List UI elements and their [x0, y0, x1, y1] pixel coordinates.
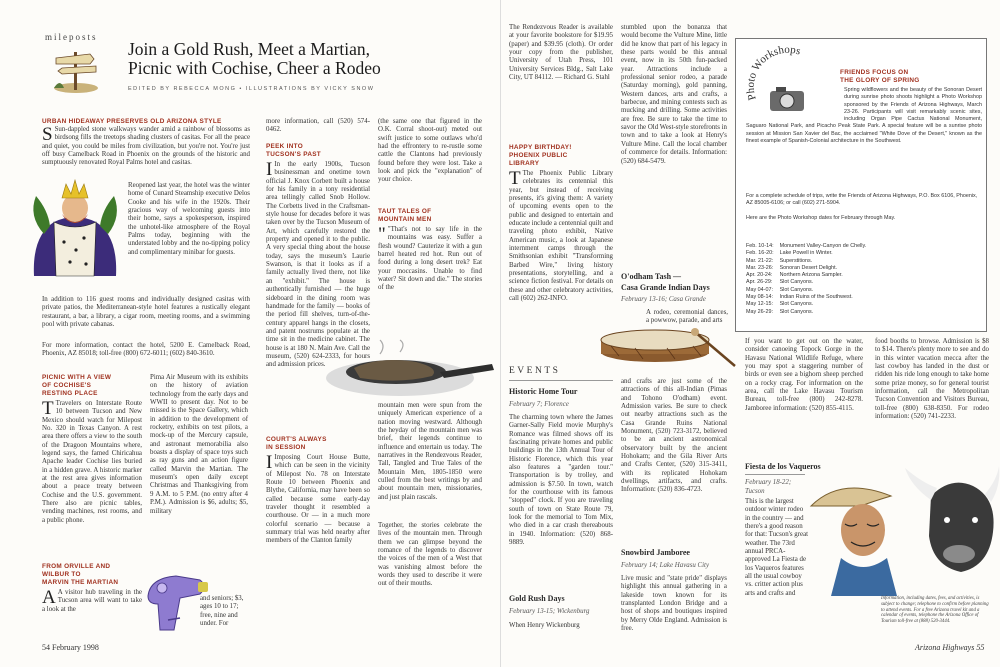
- snowbird-continued: [745, 338, 863, 462]
- article-text-mountain-men-3: [378, 522, 482, 624]
- paragraph: and crafts are just some of the attractions of this all-Indian (Pimas and Tohono O'odham) event. Admission varies. Be sure to check out nearby attractions such as the Casa Grande Ruins National Monument, (520) 723-3172, believed to be an ancient astronomical observatory built by the ancient Hohokam; and the Gila River Arts and Crafts Center, (520) 315-3411, with its replicated Hohokam dwellings, artifacts, and crafts. Information: (520) 836-4723.: [621, 378, 727, 494]
- schedule-date: Apr. 26-29:: [746, 279, 773, 286]
- cowboy-and-bull-illustration: [801, 466, 1001, 596]
- schedule-trip: Lake Powell in Winter.: [779, 250, 833, 257]
- workshops-headline: [840, 69, 980, 85]
- event-title-a: O'odham Tash —: [621, 272, 682, 281]
- headline-line: PHOENIX PUBLIC: [509, 152, 568, 159]
- schedule-trip: Superstitions.: [779, 257, 813, 264]
- event-date: February 14; Lake Havasu City: [621, 562, 710, 569]
- schedule-trip: Slot Canyons.: [779, 286, 814, 293]
- headline-line: MARVIN THE MARTIAN: [42, 579, 119, 586]
- right-page: [500, 0, 1000, 667]
- headline-line: THE GLORY OF SPRING: [840, 77, 920, 84]
- schedule-date: Apr. 20-24:: [746, 272, 773, 279]
- milepost-sign-illustration: [50, 44, 102, 94]
- paragraph: A visitor hub traveling in the Tucson area will want to take a look at the: [42, 589, 142, 613]
- headline-line: HAPPY BIRTHDAY!: [509, 144, 572, 151]
- headline-line: FROM ORVILLE AND: [42, 563, 111, 570]
- events-rule: [509, 380, 613, 381]
- paragraph: In addition to 116 guest rooms and individually designed casitas with private patios, the Mediterranean-style hotel features a rustically elegant restaurant, a bar, a library, a cigar room, meeting rooms, and a swimming pool with private cabanas.: [42, 296, 250, 329]
- page-folio-left: 54 February 1998: [42, 643, 99, 652]
- event-body: [745, 498, 809, 634]
- frying-pan-illustration: [320, 338, 500, 400]
- event-date: February 7; Florence: [509, 401, 569, 408]
- paragraph: Together, the stories celebrate the lives of the mountain men. Through them we can glimpse beyond the romance of the legends to discover the voices of the men of a West that was vanishing almost before the words they used to describe it were out of their mouths.: [378, 522, 482, 588]
- left-page: [0, 0, 500, 667]
- badge-text: Ph to Workshops: [746, 45, 802, 102]
- event-date: February 13-16; Casa Grande: [621, 296, 706, 303]
- article-text: S Sun-dappled stone walkways wander amid a rainbow of blossoms as birdsong fills the treetops shading clusters of casitas. For all the peace and quiet, you could be miles from civilization, but you're not. You're just off busy Camelback Road in Phoenix on the grounds of the historic and sumptuously renovated Royal Palms hotel and casitas.: [42, 124, 250, 167]
- folio-text: Arizona Highways 55: [915, 643, 985, 652]
- schedule-date: May 26-29:: [746, 308, 773, 315]
- schedule-row: [746, 258, 872, 265]
- headline-line: MOUNTAIN MEN: [378, 216, 432, 223]
- headline-tucson-past: [266, 143, 370, 159]
- paragraph: (the same one that figured in the O.K. Corral shoot-out) meted out swift justice to some outlaws who'd had the effrontery to re-rustle some cattle the Clantons had previously found before they were lost. Take a look and pick the "explanation" of your choice.: [378, 118, 482, 184]
- schedule-date: Feb. 16-20:: [746, 250, 774, 257]
- paragraph: and seniors; $3, ages 10 to 17; free, nine and under. For: [200, 595, 244, 628]
- headline-line: WILBUR TO: [42, 571, 81, 578]
- schedule-date: Mar. 23-26:: [746, 264, 774, 271]
- event-title: Snowbird Jamboree: [621, 548, 690, 557]
- event-body: [509, 622, 613, 634]
- schedule-row: [746, 309, 872, 316]
- schedule-trip: Slot Canyons.: [779, 301, 814, 308]
- title-line-2: Picnic with Cochise, Cheer a Rodeo: [128, 58, 381, 78]
- event-title-b: Casa Grande Indian Days: [621, 283, 710, 292]
- paragraph: Live music and "state pride" displays highlight this annual gathering in a lakeside town known for its transplanted London Bridge and a host of shops and boutiques inspired by Merry Olde England. Admission is free.: [621, 575, 727, 633]
- events-disclaimer-caption: Information, including dates, fees, and activities, is subject to change; telephone to confirm before planning to attend events. For a free Arizona travel kit and a calendar of events, telephone the Arizona Office of Tourism toll-free at (888) 520-3444.: [881, 596, 989, 625]
- schedule-date: May 08-14:: [746, 294, 773, 301]
- gold-rush-continued: [621, 24, 727, 272]
- title-line-1: Join a Gold Rush, Meet a Martian,: [128, 39, 371, 59]
- schedule-row: [746, 301, 872, 308]
- headline-mountain-men: [378, 208, 482, 224]
- schedule-trip: Slot Canyons.: [779, 279, 814, 286]
- paragraph: For more information, contact the hotel, 5200 E. Camelback Road, Phoenix, AZ 85018; toll-free (800) 672-6011; (602) 840-3610.: [42, 342, 250, 358]
- article-text-tucson: I In the early 1900s, Tucson businessman and onetime town official J. Knox Corbett built a house for his family in a tony residential area tellingly called Snob Hollow. The Corbetts lived in the Craftsman-style house for decades before it was taken over by the Tucson Museum of Art, which carefully restored the property and opened it to the public. A very special thing about the house today, says the museum's Laurie Swanson, is that it looks as if a family actually lived there, not like an "exhibit." The house is authentically furnished — the huge sideboard in the dining room was handmade for the family — books of the period fill shelves, turn-of-the-century apparel hangs in the closets, and patent nostrums populate at the time sit in the medicine cabinet. The house is at 180 N. Main Ave. Call the museum, (520) 624-2333, for hours and admission prices.: [266, 159, 370, 369]
- workshops-body: [746, 87, 982, 191]
- schedule-date: May 04-07:: [746, 286, 773, 293]
- paragraph: food booths to browse. Admission is $8 to $14. There's plenty more to see and do in this winter vacation mecca after the last cowboy has landed in the dust or ridden his ride long enough to take home some prize money, so for general tourist information, call the Metropolitan Tucson Convention and Visitors Bureau, toll-free (800) 638-8350. For rodeo information: (520) 741-2233.: [875, 338, 989, 421]
- page-title: [128, 40, 458, 78]
- event-rule: [745, 474, 805, 475]
- event-body: [621, 575, 727, 633]
- headline-orville: [42, 563, 142, 587]
- schedule-trip: Monument Valley-Canyon de Chelly.: [779, 243, 867, 249]
- event-body-continued: [621, 378, 727, 558]
- headline-line: COURT'S ALWAYS: [266, 436, 327, 443]
- column-2-tail: [200, 595, 248, 628]
- schedule-trip: Northern Arizona Sampler.: [779, 272, 843, 279]
- schedule-date: May 12-15:: [746, 301, 773, 308]
- schedule-row: [746, 279, 872, 286]
- headline-line: PICNIC WITH A VIEW: [42, 374, 112, 381]
- article-text-orville: A A visitor hub traveling in the Tucson area will want to take a look at the: [42, 587, 142, 613]
- paragraph: When Henry Wickenburg: [509, 622, 580, 629]
- contact-info: [42, 342, 250, 368]
- page-folio-right: [915, 643, 984, 652]
- article-text-picnic: T Travelers on Interstate Route 10 between Tucson and New Mexico should watch for Milepost No. 320 in Texas Canyon. A rest area there offers a view to the south of the Dragoon Mountains where, legend says, the famed Chiricahua Apache leader Cochise lies buried in a hidden grave. A historic marker at the rest area gives information about a peace treaty between Cochise and the U.S. government. There also are picnic tables, vending machines, rest rooms, and a public phone.: [42, 398, 142, 524]
- paragraph: The charming town where the James Garner-Sally Field movie Murphy's Romance was filmed shows off its fascinating private homes and public buildings in the 13th Annual Tour of Historic Florence, which this year also features a "garden tour." Transportation is by trolley, and admission is $7.50. In town, watch for the courthouse with its famous "stopped" clock. If you are traveling south of town on State Route 79, look for the memorial to Tom Mix, who died in a car crash thereabouts in 1940. Information: (520) 868-9889.: [509, 414, 613, 547]
- column-3-lead: [266, 118, 370, 136]
- event-title: Gold Rush Days: [509, 594, 565, 603]
- headline-line: LIBRARY: [509, 160, 540, 167]
- paragraph: The Phoenix Public Library celebrates its centennial this year, but instead of receiving presents, it's giving them: A variety of upcoming events open to the public and designed to entertain and educate include a centennial quilt and traveling photo exhibit, Native American music, a look at Japanese internment camps through the Smithsonian exhibit "Transforming Barbed Wire," living history presentations, storytelling, and a science fiction festival. For details on these and other celebratory activities, call (602) 262-INFO.: [509, 170, 613, 303]
- schedule-date: Mar. 21-22:: [746, 257, 774, 264]
- section-kicker: mileposts: [45, 32, 98, 42]
- paragraph: Imposing Court House Butte, which can be seen in the vicinity of Milepost No. 78 on Interstate Route 10 between Phoenix and Blythe, California, may have been so called because some early-day traveler thought it resembled a courthouse. Or — in a much more colorful scenario — because a summary trial was held nearby after members of the Clanton family: [266, 454, 370, 545]
- paragraph: stumbled upon the bonanza that would become the Vulture Mine, little did he know that part of his legacy in these parts would be this annual event, now in its 50th fun-packed year. Attractions include a professional senior rodeo, a parade (Saturday morning), gold panning, Western dances, arts and crafts, a barbecue, and mining contests such as mucking and drilling. Some activities are free. Be sure to take the time to savor the Old West-style storefronts in town and to take a look at Henry's Vulture Mine. Call the local chamber of commerce for details. Information: (520) 684-5479.: [621, 24, 727, 165]
- paragraph: If you want to get out on the water, consider canoeing Topock Gorge in the Havasu National Wildlife Refuge, where you may spot a staggering number of birds or even see a bighorn sheep perched on a rocky crag. For information on the area, call the Lake Havasu Tourism Bureau, toll-free (800) 242-8278. Jamboree information: (520) 855-4115.: [745, 338, 863, 412]
- photo-workshops-box: [735, 38, 987, 332]
- article-text-mountain-men-2: [378, 402, 482, 522]
- headline-line: IN SESSION: [266, 444, 306, 451]
- paragraph: This is the largest outdoor winter rodeo in the country — and there's a good reason for that: Tucson's great weather. The 73rd annual PRCA-approved La Fiesta de los Vaqueros features all the usual cowboy vs. critter action plus arts and crafts and: [745, 498, 809, 597]
- workshops-body-2: [746, 193, 982, 215]
- schedule-trip: Indian Ruins of the Southwest.: [779, 294, 853, 301]
- schedule-row: [746, 287, 872, 294]
- headline-library: [509, 144, 613, 168]
- workshops-body-3: [746, 215, 982, 231]
- schedule-row: [746, 265, 872, 272]
- drum-illustration: [595, 326, 741, 374]
- paragraph: Travelers on Interstate Route 10 between Tucson and New Mexico should watch for Milepost No. 320 in Texas Canyon. A rest area there offers a view to the south of the Dragoon Mountains where, legend says, the famed Chiricahua Apache leader Cochise lies buried in a hidden grave. A historic marker at the rest area gives information about a peace treaty between Cochise and the U.S. government. There also are picnic tables, vending machines, rest rooms, and a public phone.: [42, 400, 142, 524]
- article-text-continued: [128, 182, 250, 312]
- event-date: February 18-22; Tucson: [745, 479, 792, 495]
- paragraph: "That's not to say life in the mountains was easy. Suffer a flesh wound? Cauterize it with a gun barrel heated red hot. Run out of food during a long desert trek? Eat your moccasins. Unable to find water? Sit down and die." The stories of the: [378, 226, 482, 292]
- fiesta-continued: [875, 338, 989, 466]
- headline-line: TUCSON'S PAST: [266, 151, 322, 158]
- headline-line: OF COCHISE'S: [42, 382, 92, 389]
- headline-picnic: [42, 374, 142, 398]
- paragraph: Pima Air Museum with its exhibits on the history of aviation technology from the early days and WWII to present day. Not to be missed is the Space Gallery, which in addition to the development of rocketry, exhibits on test pilots, a mock-up of the Mercury capsule, and astronaut memorabilia also boasts a display of space toys such as ray guns and an action figure called Marvin the Martian. The museum's open daily except Christmas and Thanksgiving from 9 A.M. to 5 P.M. (no entry after 4 P.M.). Admission is $6, adults; $5, military: [150, 374, 248, 515]
- schedule-trip: Slot Canyons.: [779, 308, 814, 315]
- paragraph: In the early 1900s, Tucson businessman and onetime town official J. Knox Corbett built a house for his family in a tony residential area tellingly called Snob Hollow. The Corbetts lived in the Craftsman-style house for decades before it was taken over by the Tucson Museum of Art, which carefully restored the property and opened it to the public. A very special thing about the house today, says the museum's Laurie Swanson, is that it looks as if a family actually lived there, not like an "exhibit." The house is authentically furnished — the huge sideboard in the dining room was handmade for the family — books of the period fill shelves, turn-of-the-century apparel hangs in the closets, and patent nostrums populate at the time sit in the medicine cabinet. The house is at 180 N. Main Ave. Call the museum, (520) 624-2333, for hours and admission prices.: [266, 161, 370, 369]
- article-text-court: I Imposing Court House Butte, which can be seen in the vicinity of Milepost No. 78 on Interstate Route 10 between Phoenix and Blythe, California, may have been so called because some early-day traveler thought it resembled a courthouse. Or — in a much more colorful scenario — because a summary trial was held nearby after members of the Clanton family: [266, 452, 370, 545]
- byline: EDITED BY REBECCA MONG • ILLUSTRATIONS BY VICKY SNOW: [128, 86, 375, 92]
- workshop-schedule-table: [746, 243, 872, 316]
- paragraph: more information, call (520) 574-0462.: [266, 118, 370, 134]
- rendezvous-reader-ordering: [509, 24, 613, 136]
- schedule-date: Feb. 10-14:: [746, 243, 774, 249]
- column-4-lead: [378, 118, 482, 202]
- headline-line: RESTING PLACE: [42, 390, 98, 397]
- headline-line: PEEK INTO: [266, 143, 304, 150]
- paragraph: The Rendezvous Reader is available at your favorite bookstore for $19.95 (paper) and $39.95 (cloth). Or order your copy from the publisher, University of Utah Press, 101 University Services Bldg., Salt Lake City, UT 84112. — Richard G. Stahl: [509, 24, 613, 82]
- article-text-library: T The Phoenix Public Library celebrates its centennial this year, but instead of receiving presents, it's giving them: A variety of upcoming events open to the public and designed to entertain and educate include a centennial quilt and traveling photo exhibit, Native American music, a look at Japanese internment camps through the Smithsonian exhibit "Transforming Barbed Wire," living history presentations, storytelling, and a science fiction festival. For details on these and other celebratory activities, call (602) 262-INFO.: [509, 168, 613, 303]
- headline-line: TAUT TALES OF: [378, 208, 432, 215]
- paragraph: mountain men were spun from the uniquely American experience of a nation moving westward. Although the heyday of the mountain men was brief, their legends continue to influence and entertain us today. The narratives in the Rendezvous Reader, Tall, Tangled and True Tales of the Mountain Men, 1805-1850 were culled from the best writings by and about mountain men, missionaries, and just plain rascals.: [378, 402, 482, 501]
- king-illustration: [24, 176, 126, 278]
- headline-line: FRIENDS FOCUS ON: [840, 69, 909, 76]
- events-section-heading: EVENTS: [509, 366, 561, 376]
- paragraph: Here are the Photo Workshop dates for February through May.: [746, 215, 896, 221]
- schedule-row: [746, 294, 872, 301]
- paragraph: Sun-dappled stone walkways wander amid a rainbow of blossoms as birdsong fills the treetops shading clusters of casitas. For all the peace and quiet, you could be miles from civilization, but you're not. You're just off busy Camelback Road in Phoenix on the grounds of the historic and sumptuously renovated Royal Palms hotel and casitas.: [42, 126, 250, 167]
- column-2-text: [150, 374, 248, 564]
- schedule-row: [746, 250, 872, 257]
- paragraph: Spring wildflowers and the beauty of the Sonoran Desert during sunrise photo shoots highlight a Photo Workshop sponsored by the Friends of Arizona Highways, March 23-26. Participants will visit remarkably scenic sites, including Organ Pipe Cactus National Monument, Saguaro National Park, and Picacho Peak State Park. A special feature will be a sunrise photo session at Mission San Xavier del Bac, the acclaimed "White Dove of the Desert," known as the finest example of Spanish-Colonial architecture in the Southwest.: [746, 87, 982, 145]
- paragraph: A rodeo, ceremonial dances, a powwow, parade, and arts: [646, 309, 728, 325]
- schedule-row: [746, 243, 872, 250]
- event-date: February 13-15; Wickenburg: [509, 608, 590, 615]
- headline-court: [266, 436, 370, 452]
- article-text-mountain-men: " "That's not to say life in the mountains was easy. Suffer a flesh wound? Cauterize it with a gun barrel heated red hot. Run out of food during a long desert trek? Eat your moccasins. Unable to find water? Sit down and die." The stories of the: [378, 224, 482, 292]
- paragraph: For a complete schedule of trips, write the Friends of Arizona Highways, P.O. Box 6106, Phoenix, AZ 85005-6106; or call (602) 271-5904.: [746, 193, 978, 207]
- paragraph: Reopened last year, the hotel was the winter home of Cunard Steamship executive Delos Cooke and his wife in the 1920s. Their gracious way of welcoming guests into their home, says a spokesperson, inspired the unhotel-like atmosphere of the Royal Palms today, beginning with the understated lobby and the no-tipping policy and complimentary minibar for guests.: [128, 182, 250, 256]
- event-title: Fiesta de los Vaqueros: [745, 462, 821, 471]
- headline-urban-hideaway: URBAN HIDEAWAY PRESERVES OLD ARIZONA STYLE: [42, 118, 222, 125]
- schedule-row: [746, 272, 872, 279]
- schedule-trip: Sonoran Desert Delight.: [779, 264, 838, 271]
- event-title: Historic Home Tour: [509, 387, 578, 396]
- event-body: [509, 414, 613, 590]
